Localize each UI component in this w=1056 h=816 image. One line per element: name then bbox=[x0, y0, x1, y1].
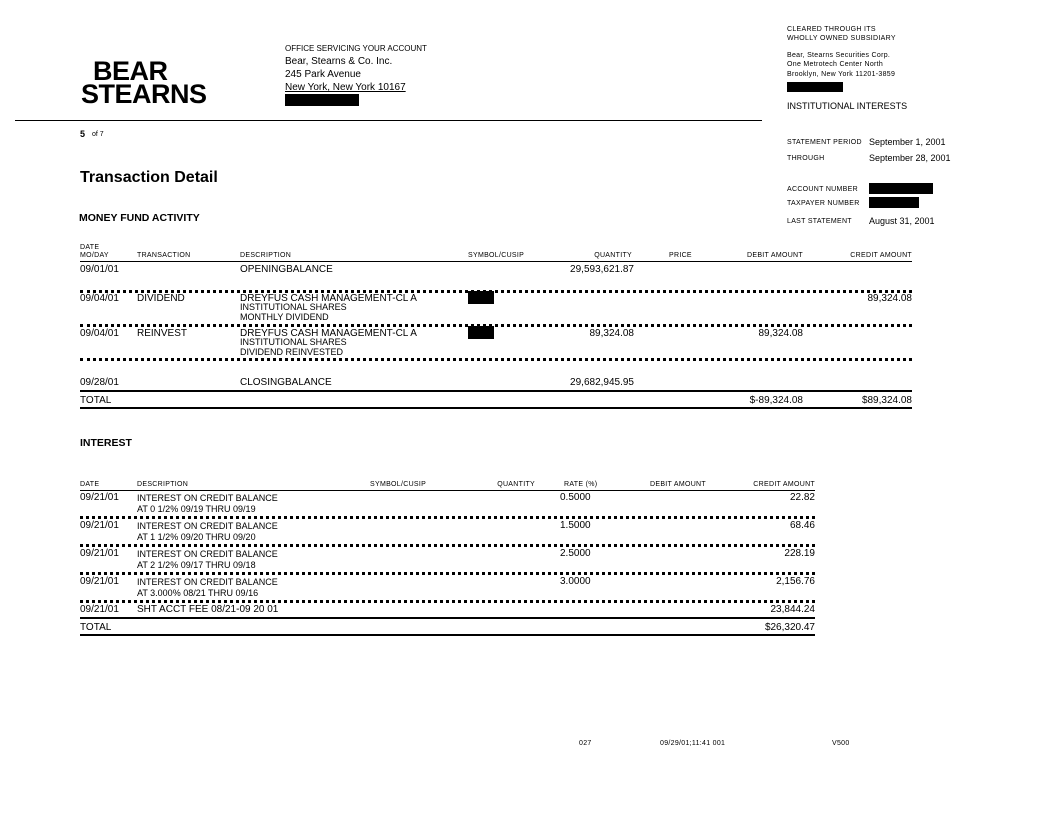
row-debit: 89,324.08 bbox=[758, 328, 803, 339]
office-city: New York, New York 10167 bbox=[285, 82, 406, 93]
total-rule-top bbox=[80, 390, 912, 392]
last-statement-label: LAST STATEMENT bbox=[787, 218, 852, 225]
page-of: of 7 bbox=[92, 131, 104, 138]
redaction bbox=[869, 183, 933, 194]
sub-city: Brooklyn, New York 11201-3859 bbox=[787, 71, 896, 78]
row-date: 09/21/01 bbox=[80, 492, 119, 503]
col-symbol: SYMBOL/CUSIP bbox=[370, 481, 427, 488]
redaction bbox=[285, 94, 359, 106]
row-rate: 3.0000 bbox=[560, 576, 591, 587]
row-description-line2: AT 2 1/2% 09/17 THRU 09/18 bbox=[137, 560, 256, 570]
total-credit: $89,324.08 bbox=[861, 395, 912, 406]
col-description: DESCRIPTION bbox=[240, 252, 292, 259]
row-divider bbox=[80, 290, 912, 293]
row-quantity: 89,324.08 bbox=[589, 328, 634, 339]
row-transaction: REINVEST bbox=[137, 328, 188, 339]
row-quantity: 29,682,945.95 bbox=[570, 377, 634, 388]
row-credit: 228.19 bbox=[784, 548, 815, 559]
row-quantity: 29,593,621.87 bbox=[570, 264, 634, 275]
row-description: INTEREST ON CREDIT BALANCE bbox=[137, 493, 278, 503]
total-label: TOTAL bbox=[80, 395, 112, 406]
row-date: 09/04/01 bbox=[80, 293, 119, 304]
col-credit: CREDIT AMOUNT bbox=[850, 252, 912, 259]
total-debit: $-89,324.08 bbox=[749, 395, 803, 406]
row-description: INTEREST ON CREDIT BALANCE bbox=[137, 577, 278, 587]
last-statement-date: August 31, 2001 bbox=[869, 216, 935, 226]
redaction bbox=[468, 291, 494, 304]
col-date-line2: MO/DAY bbox=[80, 252, 109, 259]
col-debit: DEBIT AMOUNT bbox=[747, 252, 803, 259]
row-description: INTEREST ON CREDIT BALANCE bbox=[137, 521, 278, 531]
redaction bbox=[869, 197, 919, 208]
row-description: OPENINGBALANCE bbox=[240, 264, 333, 275]
office-name: Bear, Stearns & Co. Inc. bbox=[285, 56, 393, 67]
row-description-line3: DIVIDEND REINVESTED bbox=[240, 347, 344, 357]
row-description-line2: INSTITUTIONAL SHARES bbox=[240, 302, 347, 312]
table-header-rule bbox=[80, 490, 815, 491]
col-description: DESCRIPTION bbox=[137, 481, 189, 488]
total-rule-bottom bbox=[80, 634, 815, 636]
row-description: CLOSINGBALANCE bbox=[240, 377, 332, 388]
header-rule bbox=[15, 120, 762, 121]
interest-heading: INTEREST bbox=[80, 437, 132, 449]
row-description-line2: AT 3.000% 08/21 THRU 09/16 bbox=[137, 588, 259, 598]
period-label: STATEMENT PERIOD bbox=[787, 139, 862, 146]
row-date: 09/21/01 bbox=[80, 520, 119, 531]
row-transaction: DIVIDEND bbox=[137, 293, 185, 304]
sub-name: Bear, Stearns Securities Corp. bbox=[787, 52, 891, 59]
institutional-label: INSTITUTIONAL INTERESTS bbox=[787, 101, 908, 111]
logo-stearns: STEARNS bbox=[81, 79, 207, 109]
row-description-line2: INSTITUTIONAL SHARES bbox=[240, 337, 347, 347]
row-rate: 2.5000 bbox=[560, 548, 591, 559]
row-divider bbox=[80, 544, 815, 547]
col-date-line1: DATE bbox=[80, 244, 100, 251]
total-rule-bottom bbox=[80, 407, 912, 409]
total-rule-top bbox=[80, 617, 815, 619]
row-divider bbox=[80, 324, 912, 327]
row-credit: 68.46 bbox=[789, 520, 815, 531]
row-credit: 2,156.76 bbox=[776, 576, 815, 587]
row-rate: 0.5000 bbox=[560, 492, 591, 503]
col-rate: RATE (%) bbox=[564, 481, 598, 488]
row-date: 09/28/01 bbox=[80, 377, 119, 388]
row-divider bbox=[80, 600, 815, 603]
row-rate: 1.5000 bbox=[560, 520, 591, 531]
row-description-line3: MONTHLY DIVIDEND bbox=[240, 312, 329, 322]
col-quantity: QUANTITY bbox=[497, 481, 535, 488]
footer-timestamp: 09/29/01;11:41 001 bbox=[660, 740, 726, 747]
row-divider bbox=[80, 516, 815, 519]
row-date: 09/21/01 bbox=[80, 548, 119, 559]
footer-form-code: V500 bbox=[832, 740, 850, 747]
total-label: TOTAL bbox=[80, 622, 112, 633]
office-street: 245 Park Avenue bbox=[285, 69, 361, 80]
row-description: DREYFUS CASH MANAGEMENT-CL A bbox=[240, 293, 417, 304]
row-date: 09/01/01 bbox=[80, 264, 119, 275]
redaction bbox=[468, 326, 494, 339]
logo-bear: BEAR bbox=[93, 56, 168, 86]
row-description: INTEREST ON CREDIT BALANCE bbox=[137, 549, 278, 559]
office-label: OFFICE SERVICING YOUR ACCOUNT bbox=[285, 44, 427, 53]
row-date: 09/21/01 bbox=[80, 604, 119, 615]
period-end: September 28, 2001 bbox=[869, 153, 951, 163]
sub-street: One Metrotech Center North bbox=[787, 61, 884, 68]
col-transaction: TRANSACTION bbox=[137, 252, 191, 259]
row-description: DREYFUS CASH MANAGEMENT-CL A bbox=[240, 328, 417, 339]
footer-code: 027 bbox=[579, 740, 592, 747]
col-credit: CREDIT AMOUNT bbox=[753, 481, 815, 488]
page-number: 5 bbox=[80, 129, 86, 139]
redaction bbox=[787, 82, 843, 92]
row-credit: 23,844.24 bbox=[770, 604, 815, 615]
row-date: 09/21/01 bbox=[80, 576, 119, 587]
money-fund-heading: MONEY FUND ACTIVITY bbox=[79, 212, 200, 224]
row-description-line2: AT 0 1/2% 09/19 THRU 09/19 bbox=[137, 504, 256, 514]
col-symbol: SYMBOL/CUSIP bbox=[468, 252, 525, 259]
row-date: 09/04/01 bbox=[80, 328, 119, 339]
col-debit: DEBIT AMOUNT bbox=[650, 481, 706, 488]
period-start: September 1, 2001 bbox=[869, 137, 946, 147]
col-quantity: QUANTITY bbox=[594, 252, 632, 259]
col-date: DATE bbox=[80, 481, 100, 488]
taxpayer-label: TAXPAYER NUMBER bbox=[787, 200, 860, 207]
row-credit: 89,324.08 bbox=[867, 293, 912, 304]
cleared-line2: WHOLLY OWNED SUBSIDIARY bbox=[787, 35, 896, 42]
col-price: PRICE bbox=[669, 252, 692, 259]
through-label: THROUGH bbox=[787, 155, 825, 162]
account-label: ACCOUNT NUMBER bbox=[787, 186, 858, 193]
cleared-line1: CLEARED THROUGH ITS bbox=[787, 26, 876, 33]
row-description-line2: AT 1 1/2% 09/20 THRU 09/20 bbox=[137, 532, 256, 542]
row-divider bbox=[80, 358, 912, 361]
table-header-rule bbox=[80, 261, 912, 262]
row-description: SHT ACCT FEE 08/21-09 20 01 bbox=[137, 604, 279, 615]
row-divider bbox=[80, 572, 815, 575]
page-title: Transaction Detail bbox=[80, 169, 218, 186]
row-credit: 22.82 bbox=[789, 492, 815, 503]
total-credit: $26,320.47 bbox=[764, 622, 815, 633]
